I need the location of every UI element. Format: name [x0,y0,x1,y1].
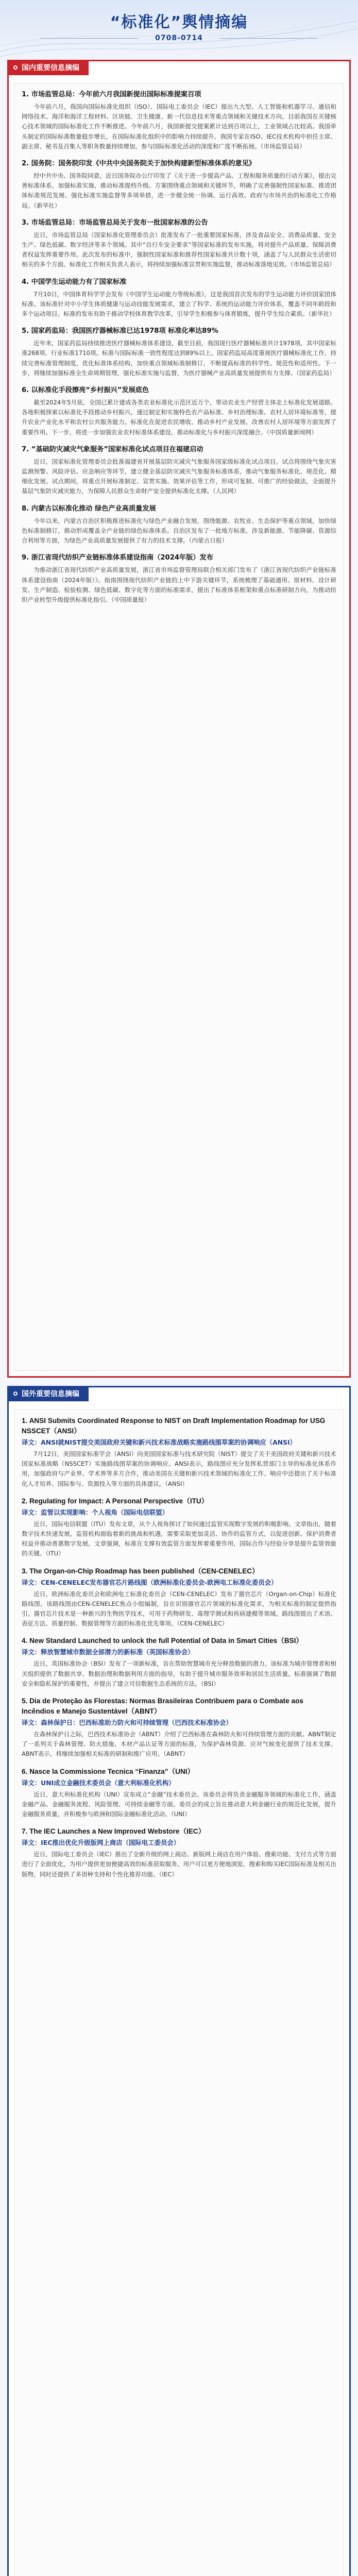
news-item [22,159,336,211]
news-item-body: 为推动浙江省现代纺织产业高质量发展，浙江省市场监督管理局联合相关部门发布了《浙江省现代纺织产业链标准体系建设指南（2024年版）》。指南围绕现代纺织产业链的上中下游关键环节，系统梳理了基础通用、原材料、设计研发、生产制造、检验检测、绿色低碳、数字化等方面的标准需求，提出了标准体系框架和重点标准研制方向，为推动纺织产业转型升级提供标准化指引。（中国质量报） [22,566,336,603]
foreign-section [7,1386,351,2576]
news-item-title[interactable]: 2. 国务院：国务院印发《中共中央国务院关于加快构建新型标准体系的意见》 [22,160,255,168]
news-item-title[interactable]: 3. 市场监管总局：市场监管总局关于发布一批国家标准的公告 [22,218,208,227]
news-item [22,90,336,151]
foreign-section-label: 国外重要信息摘编 [22,1390,79,1398]
news-item-body: 近日，国际电工委员会（IEC）推出了全新升级的网上商店。新版网上商店在用户体验、搜索功能、支付方式等方面进行了全面优化，为用户提供更加便捷高效的标准获取服务。用户可以更方便地浏览、搜索和购买IEC国际标准及相关出版物，同时还提供了多语种支持和个性化推荐功能。（IEC） [22,1851,336,1878]
news-item-body: 7月10日，中国体育科学学会发布《中国学生运动能力等级标准》，这是我国首次发布的学生运动能力评价国家团体标准。该标准针对中小学生体质健康与运动技能发展需求，建立了科学、系统的运动能力评价体系，覆盖不同年龄段和多个运动项目。标准的发布有助于推动学校体育教学改革，引导学生积极参与体育锻炼，提升学生综合素质。（新华社） [22,290,336,318]
page-title: “标准化”舆情摘编 [110,13,248,31]
domestic-section [7,60,351,1378]
news-item-title[interactable]: 3. The Organ-on-Chip Roadmap has been published（CEN-CENELEC） [22,1567,259,1575]
domestic-section-label: 国内重要信息摘编 [22,64,79,72]
news-item-title[interactable]: 9. 浙江省现代纺织产业链标准体系建设指南（2024年版）发布 [22,554,213,562]
news-item-body: 近日，意大利标准化机构（UNI）宣布成立“金融”技术委员会。该委员会将负责金融服务领域的标准化工作，涵盖金融产品、金融服务流程、风险管理、可持续金融等方面。委员会的成立旨在推动意大利金融行业的规范化发展，提升金融服务质量，并积极参与欧洲和国际金融标准化活动。（UNI） [22,1790,336,1818]
news-item-translation: 译文：监管以实现影响：个人视角（国际电信联盟） [22,1508,168,1516]
news-item [22,1696,336,1759]
news-item [22,1566,336,1629]
news-item-title[interactable]: 6. 以标准化手段擦亮“乡村振兴”发展底色 [22,386,149,395]
date-range: 0708-0714 [155,34,203,42]
news-item-title[interactable]: 7. “基础防灾减灾气象服务”国家标准化试点项目在福建启动 [22,445,203,453]
news-item-body: 经中共中央、国务院同意，近日国务院办公厅印发了《关于进一步提高产品、工程和服务质量的行动方案》，提出完善标准体系，加强标准实施，推动标准提档升级。方案围绕重点领域和关键环节，明确了完善强制性国家标准、推进团体标准规范发展、强化标准实施监督等多项举措，进一步健全统一协调、运行高效、政府与市场共治的标准化工作格局。（新华社） [22,172,336,209]
news-item [22,1636,336,1689]
date-divider-right [220,38,318,39]
news-item [22,1767,336,1820]
news-item-title[interactable]: 1. ANSI Submits Coordinated Response to NIST on Draft Implementation Roadmap for USG NSSCET（ANSI） [22,1417,326,1435]
news-item-title[interactable]: 4. New Standard Launched to unlock the full Potential of Data in Smart Cities（BSI） [22,1637,303,1645]
news-item-translation: 译文：森林保护日：巴西标准助力防火和可持续管理（巴西技术标准协会） [22,1719,232,1727]
domestic-section-tab [7,60,89,75]
news-item-body: 近日，欧洲标准化委员会和欧洲电工标准化委员会（CEN-CENELEC）发布了器官芯片（Organ-on-Chip）标准化路线图。该路线图由CEN-CENELEC焦点小组编制，旨在识别器官芯片领域的标准化需求，为相关标准的制定提供指引。器官芯片技术是一种新兴的生物医学技术，可用于药物研发、毒理学测试和疾病建模等领域。路线图提出了术语、表征方法、质量控制、数据管理等方面的标准化优先事项。（CEN-CENELEC） [22,1590,336,1628]
news-item-title[interactable]: 5. 国家药监局：我国医疗器械标准已达1978项 标准化率达89% [22,327,218,335]
news-item-body: 近日，国际电信联盟（ITU）发布文章，从个人视角探讨了如何通过监管实现数字发展的积极影响。文章指出，随着数字技术快速发展，监管机构面临着新的挑战和机遇，需要采取更加灵活、协作的监管方式，以促进创新、保护消费者权益并推动普惠数字发展。文章强调，标准在支撑有效监管方面发挥着重要作用，国际合作与经验分享是提升监管效能的关键。（ITU） [22,1520,336,1557]
news-item [22,1496,336,1559]
news-item-translation: 译文：UNI成立金融技术委员会（意大利标准化机构） [22,1778,175,1787]
news-item-body: 今年以来，内蒙古自治区积极推进标准化与绿色产业融合发展，围绕能源、农牧业、生态保护等重点领域，加快绿色标准制修订，推动形成覆盖全产业链的绿色标准体系。自治区发布了一批地方标准，涉及新能源、节能降碳、资源综合利用等方面，为绿色产业高质量发展提供了有力的技术支撑。（内蒙古日报） [22,517,336,545]
news-item-translation: 译文：ANSI就NIST提交美国政府关键和新兴技术标准战略实施路线图草案的协调响应（ANSI） [22,1438,297,1446]
news-item-title[interactable]: 4. 中国学生运动能力有了国家标准 [22,278,127,286]
header [0,0,358,67]
news-item-title[interactable]: 7. The IEC Launches a New Improved Webstore（IEC） [22,1827,206,1836]
news-item [22,277,336,319]
news-item-title[interactable]: 8. 内蒙古以标准化推动 绿色产业高质量发展 [22,504,156,513]
news-item-translation: 译文：IEC推出优化升级版网上商店（国际电工委员会） [22,1839,180,1847]
news-item-title[interactable]: 2. Regulating for Impact: A Personal Perspective（ITU） [22,1497,209,1505]
news-item-body: 近日，市场监管总局（国家标准化管理委员会）批准发布了一批重要国家标准，涉及食品安全、消费品质量、安全生产、绿色低碳、数字经济等多个领域。其中“自行车安全要求”等国家标准的发布实施，将对提升产品质量、保障消费者权益发挥重要作用。此次发布的标准中，强制性国家标准和推荐性国家标准共计数十项，涵盖了与人民群众生活密切相关的多个方面。标准化工作相关负责人表示，将持续加强标准宣贯和实施监督，推动标准落地见效。（市场监管总局） [22,231,336,268]
news-item-body: 近年来，国家药监局持续推进医疗器械标准体系建设，截至目前，我国现行医疗器械标准共计1978项，其中国家标准268项、行业标准1710项。标准与国际标准一致性程度达到89%以上。国家药监局高度重视医疗器械标准化工作，持续完善标准管理制度，优化标准体系结构，加快重点领域标准制修订，不断提高标准的科学性、规范性和适用性。下一步，将继续加强标准全生命周期管理，强化标准实施与监督，为医疗器械产业高质量发展提供有力支撑。（国家药监局） [22,340,336,377]
news-item-title[interactable]: 1. 市场监管总局：今年前六月我国新提出国际标准提案百项 [22,91,201,98]
news-item-translation: 译文：CEN-CENELEC发布器官芯片路线图（欧洲标准化委员会-欧洲电工标准化委员会） [22,1578,278,1586]
news-item [22,553,336,605]
news-item-translation: 译文：释放智慧城市数据全部潜力的新标准（英国标准协会） [22,1648,194,1656]
news-item-body: 在森林保护日之际，巴西技术标准协会（ABNT）介绍了巴西标准在森林防火和可持续管理方面的贡献。ABNT制定了一系列关于森林管理、防火措施、木材产品认证等方面的标准，为保护森林资源、应对气候变化提供了技术支撑。ABNT表示，将继续加强相关标准的研制和推广应用。（ABNT） [22,1731,336,1758]
news-item-body: 今年前六月，我国向国际标准化组织（ISO）、国际电工委员会（IEC）提出九大型、人工智能和机器学习、通信和网络技术、海洋和海洋工程材料、区块链、卫生健康、新一代信息技术等重点领域和关键技术方向。目前我国在关键核心技术领域的国际标准化工作不断推进。今年前六月，我国新提交提案累计达到百项以上，工业领域占比较高。我国牵头制定的国际标准数量稳步增长，在国际标准化组织中的影响力持续提升。我国专家在ISO、IEC技术机构中担任主席、副主席、秘书及召集人等职务数量持续增加，参与国际标准化活动的深度和广度不断拓展。（市场监管总局） [22,103,336,150]
circle-icon [13,65,18,70]
news-item [22,218,336,270]
domestic-list [14,83,344,1371]
news-item-title[interactable]: 6. Nasce la Commissione Tecnica “Finanza”（UNI） [22,1767,195,1775]
news-item-body: 近日，国家标准化管理委员会批准福建省开展基层防灾减灾气象服务国家级标准化试点项目。试点将围绕气象灾害监测预警、风险评估、应急响应等环节，建立健全基层防灾减灾气象服务标准体系，推动气象服务标准化、规范化、精细化发展。试点期间，将重点开展标准制定、宣贯实施、效果评估等工作，形成可复制、可推广的经验做法，全面提升基层气象防灾减灾能力，为保障人民群众生命财产安全提供标准化支撑。（人民网） [22,457,336,495]
news-item [22,445,336,497]
circle-icon [13,1392,18,1396]
news-item [22,326,336,378]
foreign-section-tab [7,1386,89,1401]
news-item [22,504,336,546]
news-item-body: 近日，英国标准协会（BSI）发布了一项新标准，旨在帮助智慧城市充分释放数据的潜力。该标准为城市管理者和相关组织提供了数据共享、数据治理和数据利用方面的指导，有助于提升城市服务效率和居民生活质量。标准强调了数据安全和隐私保护的重要性，并提出了建立可信数据生态系统的方法。（BSI） [22,1660,336,1687]
news-item [22,385,336,437]
foreign-list [14,1409,344,2576]
news-item [22,1826,336,1879]
news-item-body: 截至2024年5月底，全国已累计建成各类农业标准化示范区近万个，带动农业生产经营主体走上标准化发展道路。各地积极探索以标准化手段推动乡村振兴，通过制定和实施特色农产品标准、乡村治理标准、农村人居环境标准等，提升农业产业化水平和农村公共服务能力。标准化在促进农民增收、推动乡村产业发展、改善农村人居环境等方面发挥了重要作用。下一步，将进一步加强农业农村标准体系建设，推动标准化与乡村振兴深度融合。（中国质量新闻网） [22,399,336,436]
news-item-body: 7月12日，美国国家标准学会（ANSI）向美国国家标准与技术研究院（NIST）提交了关于美国政府关键和新兴技术国家标准战略（NSSCET）实施路线图草案的协调响应。ANSI表示，路线图应充分发挥私营部门主导的标准化体系作用，加强政府与产业界、学术界等多方合作，推动美国在关键和新兴技术领域的标准化工作。响应中还提出了关于标准化人才培养、国际参与、资源投入等方面的具体建议。（ANSI） [22,1450,336,1487]
news-item [22,1416,336,1489]
news-item-title[interactable]: 5. Dia de Proteção às Florestas: Normas Brasileiras Contribuem para o Combate aos Incêndios e Manejo Sustentável（ABNT） [22,1697,303,1716]
